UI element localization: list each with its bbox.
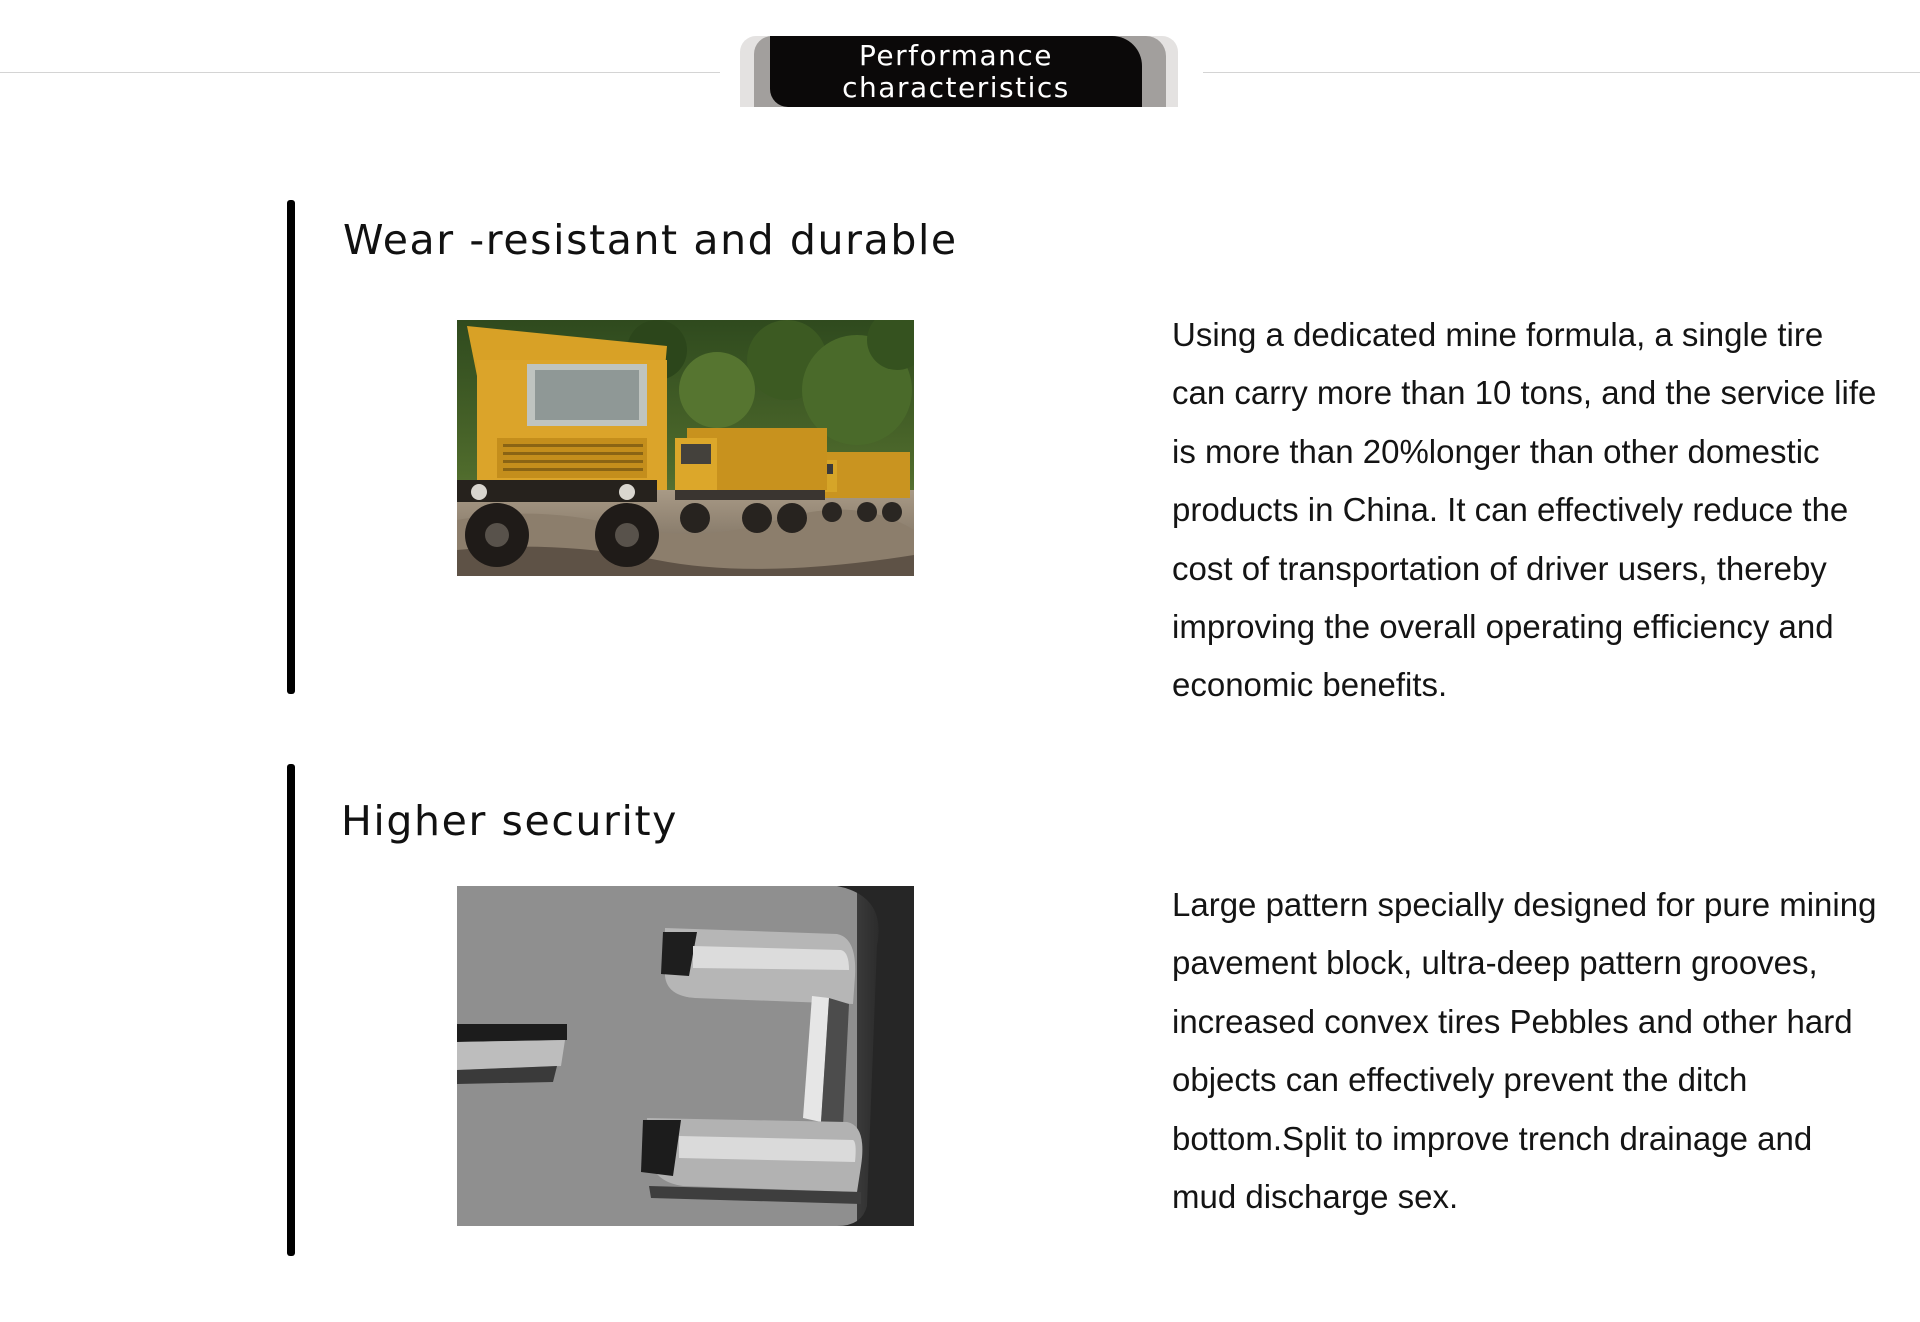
section-description-higher-security: Large pattern specially designed for pure mining pavement block, ultra-deep pattern grooves, increased convex tires Pebbles and other hard objects can effectively prevent the ditch bottom.Split to improve trench drainage and mud discharge sex. (1172, 886, 1877, 1216)
section-title-wear-resistant: Wear -resistant and durable (343, 216, 958, 264)
section-title-higher-security: Higher security (341, 797, 679, 845)
header-rule-left (0, 72, 720, 73)
banner-core (770, 36, 1142, 107)
header-rule-right (1203, 72, 1920, 73)
tire-tread-closeup-photo (457, 886, 914, 1226)
section-accent-bar (287, 764, 295, 1256)
section-description-wear-resistant: Using a dedicated mine formula, a single tire can carry more than 10 tons, and the service life is more than 20%longer than other domestic products in China. It can effectively reduce the cost of transportation of driver users, thereby improving the overall operating efficiency and economic benefits. (1172, 316, 1877, 704)
mining-trucks-photo (457, 320, 914, 576)
banner-title: Performance characteristics (842, 38, 1070, 104)
section-accent-bar (287, 200, 295, 694)
section-banner (740, 36, 1178, 107)
